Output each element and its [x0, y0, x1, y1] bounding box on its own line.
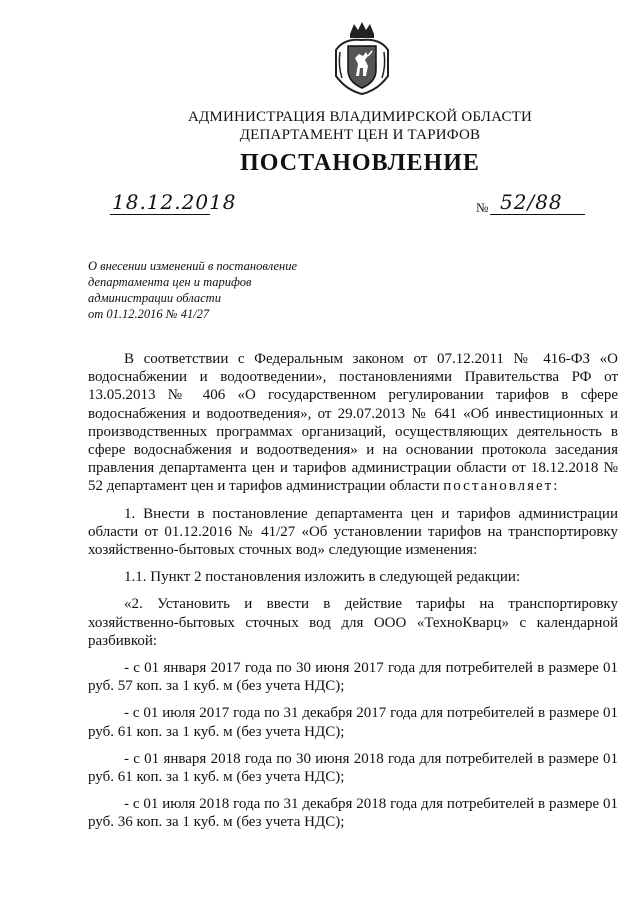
subject-line: администрации области	[88, 291, 221, 305]
preamble-paragraph	[88, 350, 618, 496]
number-underline	[490, 214, 585, 215]
item-1-1-paragraph: 1.1. Пункт 2 постановления изложить в следующей редакции:	[124, 569, 521, 586]
document-body	[88, 350, 618, 832]
preamble-text: В соответствии с Федеральным законом от 07.12.2011 № 416-ФЗ «О водоснабжении и водоотведении», постановлениями Правительства РФ от 13.05.2013 № 406 «О государственном регулировании тарифов в сфере водоснабжения и водоотведения», от 29.07.2013 № 641 «Об инвестиционных и производственных программах организаций, осуществляющих деятельность в сфере водоснабжения и водоотведения» и на основании протокола заседания правления департамента цен и тарифов администрации области от 18.12.2018 № 52 департамент цен и тарифов администрации области	[88, 351, 618, 495]
subject-line: департамента цен и тарифов	[88, 275, 252, 289]
document-date: 18.12.2018	[112, 190, 237, 214]
tariff-period-item: - с 01 июля 2017 года по 31 декабря 2017 года для потребителей в размере 01 руб. 61 коп. за 1 куб. м (без учета НДС);	[88, 705, 618, 740]
tariff-period-item: - с 01 января 2018 года по 30 июня 2018 года для потребителей в размере 01 руб. 61 коп. за 1 куб. м (без учета НДС);	[88, 750, 618, 786]
number-label: №	[476, 200, 489, 215]
department-name: ДЕПАРТАМЕНТ ЦЕН И ТАРИФОВ	[239, 127, 481, 143]
subject-line: О внесении изменений в постановление	[88, 259, 298, 273]
organization-name: АДМИНИСТРАЦИЯ ВЛАДИМИРСКОЙ ОБЛАСТИ	[187, 109, 533, 125]
document-subject	[88, 258, 328, 322]
date-underline	[110, 214, 210, 215]
document-number: 52/88	[500, 190, 563, 214]
item-1-paragraph: 1. Внести в постановление департамента цен и тарифов администрации области от 01.12.2016 № 41/27 «Об установлении тарифов на транспортировку хозяйственно-бытовых сточных вод» следующие изменения:	[88, 505, 618, 559]
quoted-clause-paragraph: «2. Установить и ввести в действие тарифы на транспортировку хозяйственно-бытовых сточных вод для ООО «ТехноКварц» с календарной разбивкой:	[88, 596, 618, 649]
subject-line: от 01.12.2016 № 41/27	[88, 307, 210, 321]
coat-of-arms-icon	[330, 20, 394, 96]
tariff-period-item: - с 01 января 2017 года по 30 июня 2017 года для потребителей в размере 01 руб. 57 коп. за 1 куб. м (без учета НДС);	[88, 660, 618, 695]
document-title: ПОСТАНОВЛЕНИЕ	[240, 150, 480, 176]
tariff-period-item: - с 01 июля 2018 года по 31 декабря 2018 года для потребителей в размере 01 руб. 36 коп. за 1 куб. м (без учета НДС);	[88, 796, 618, 831]
decree-word: постановляет:	[443, 478, 560, 495]
